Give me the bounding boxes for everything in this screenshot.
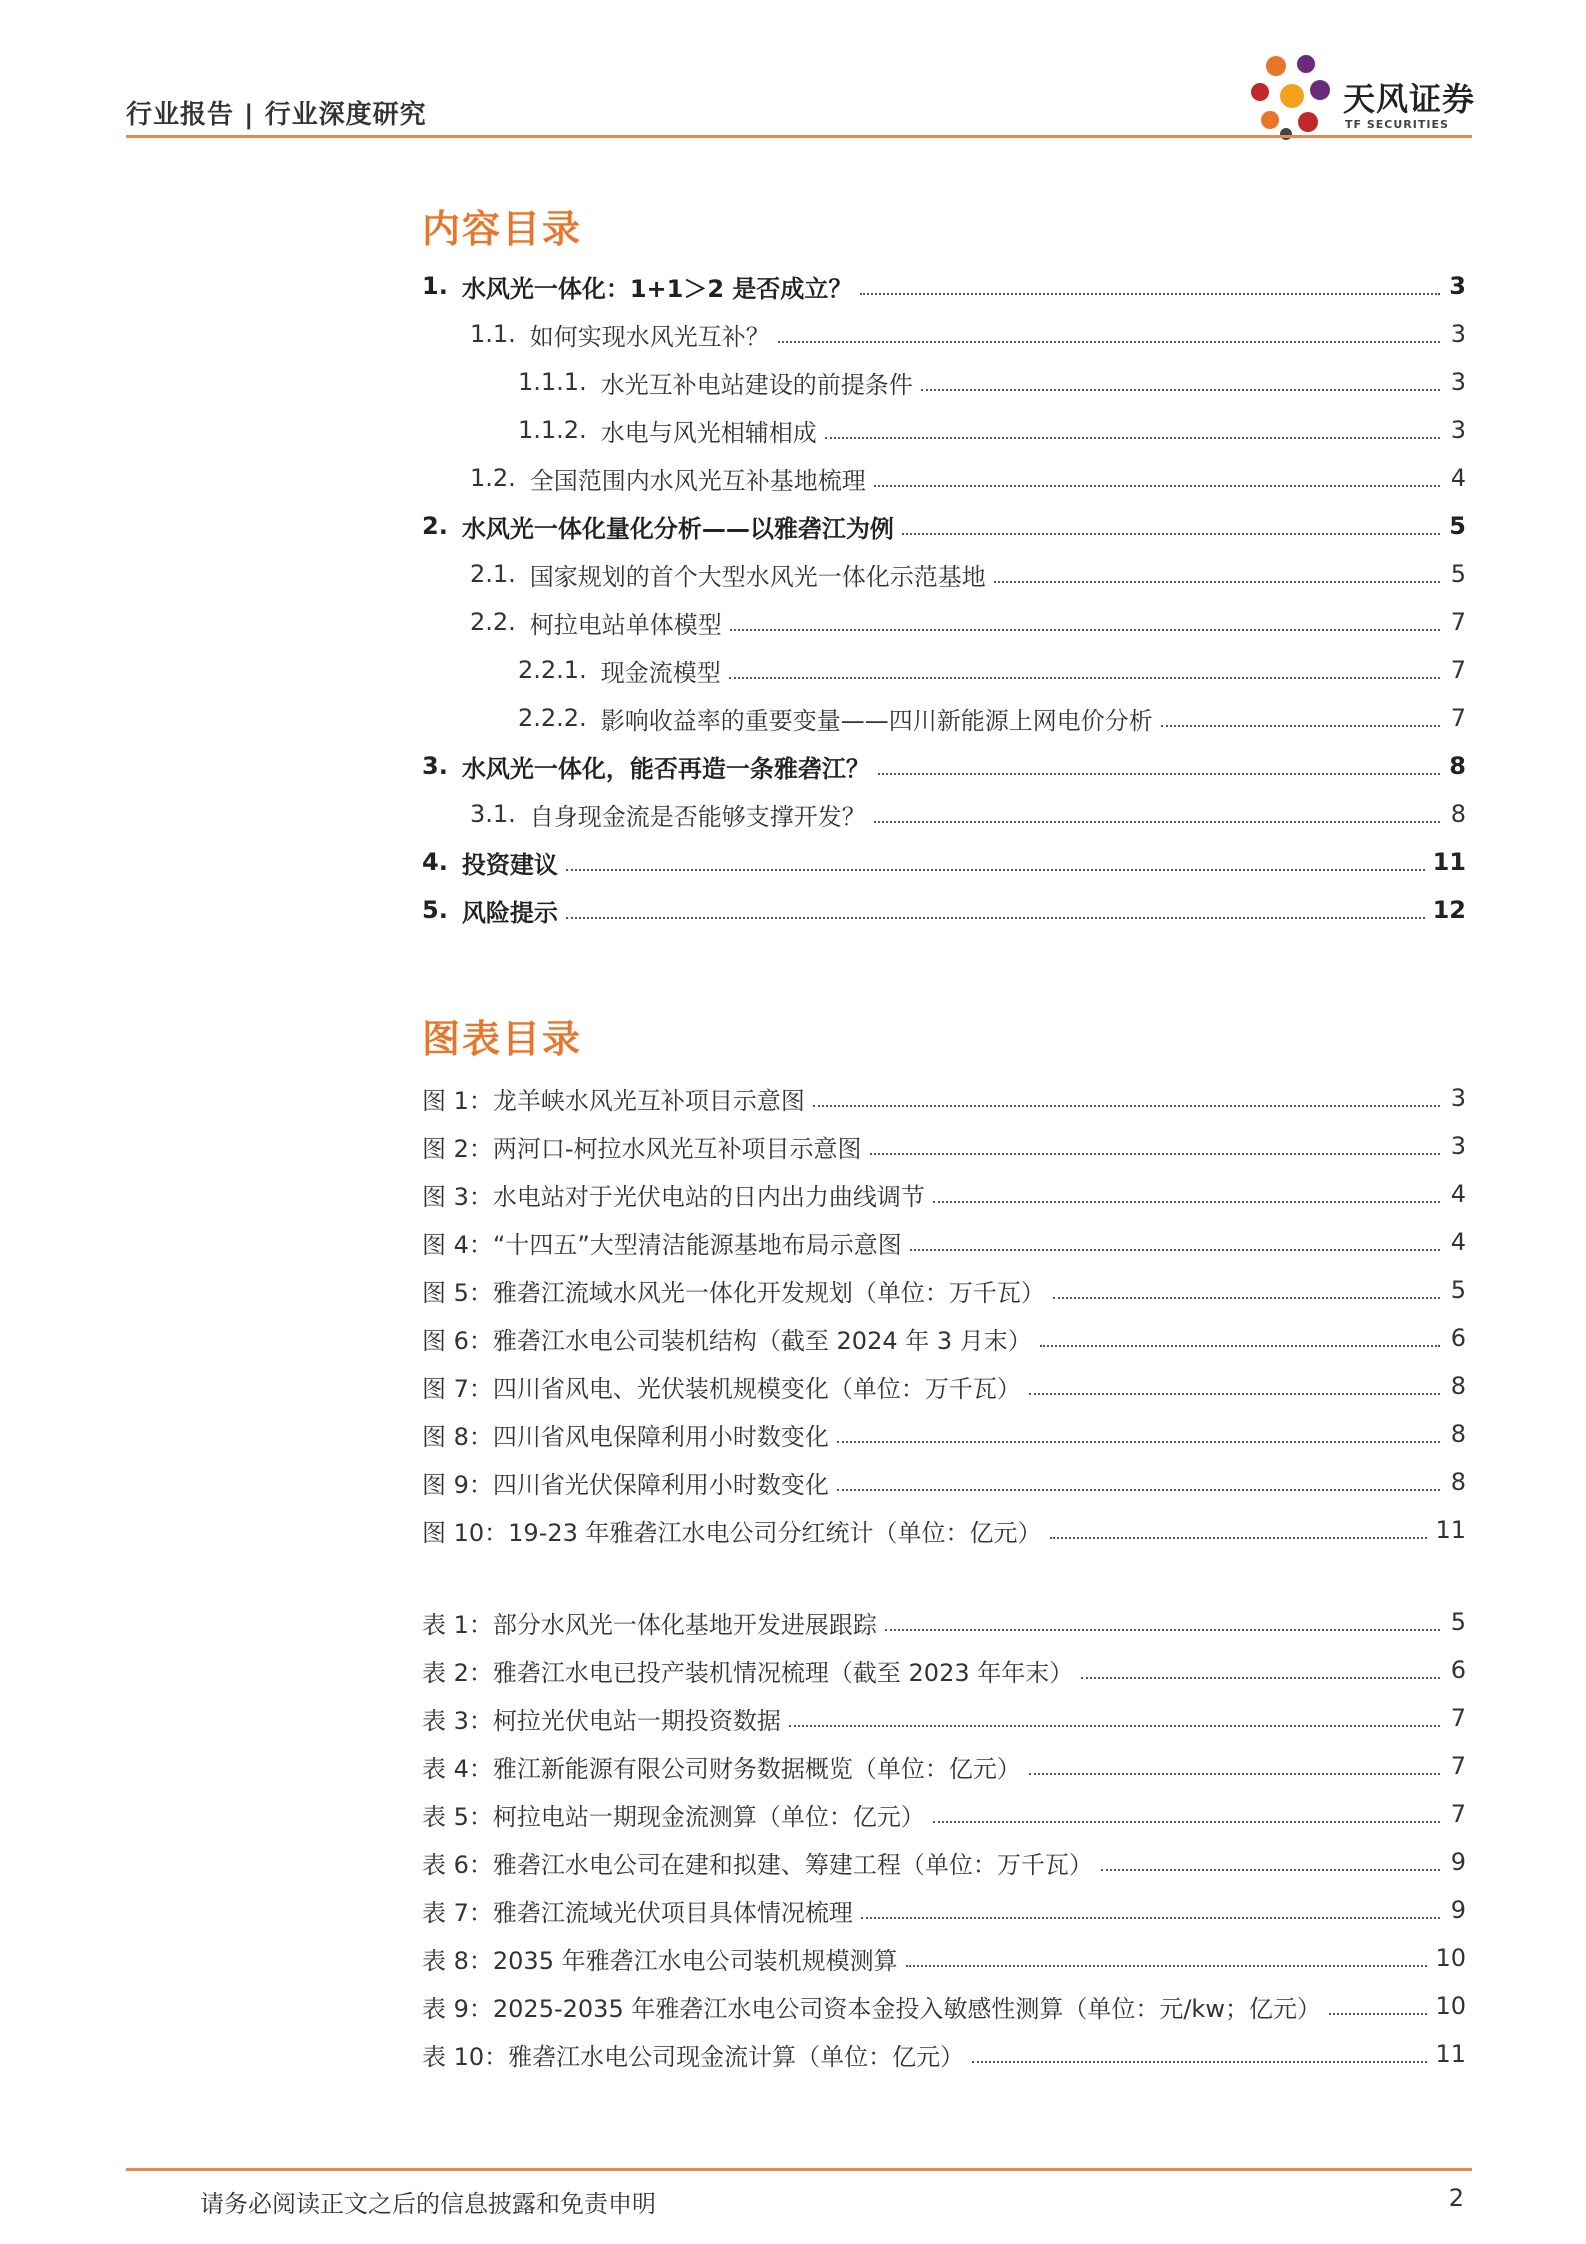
entry-page-number: 8 [1450,1420,1466,1448]
entry-page-number: 11 [1435,2040,1466,2068]
entry-page-number: 6 [1450,1324,1466,1352]
entry-title: 表 5：柯拉电站一期现金流测算（单位：亿元） [422,1802,925,1831]
list-entry[interactable] [422,1458,1466,1506]
toc-entry[interactable] [422,310,1466,358]
entry-number: 2.2.2. [518,704,587,732]
toc-entry[interactable] [422,358,1466,406]
figures-heading: 图表目录 [422,1017,583,1061]
entry-page-number: 12 [1432,896,1466,924]
dot-leader [566,869,1425,871]
toc-entry[interactable] [422,454,1466,502]
entry-title: 影响收益率的重要变量——四川新能源上网电价分析 [600,706,1153,735]
list-entry[interactable] [422,1598,1466,1646]
list-entry[interactable] [422,1838,1466,1886]
entry-page-number: 5 [1450,560,1466,588]
list-entry[interactable] [422,1218,1466,1266]
dot-leader [1101,1869,1440,1871]
entry-number: 1.1. [470,320,516,348]
entry-number: 3.1. [470,800,516,828]
dot-leader [1053,1297,1440,1299]
entry-page-number: 11 [1435,1516,1466,1544]
entry-page-number: 9 [1450,1896,1466,1924]
report-category: 行业报告 | 行业深度研究 [126,100,427,130]
entry-page-number: 8 [1450,800,1466,828]
dot-leader [1029,1393,1440,1395]
entry-number: 4. [422,848,448,876]
dot-leader [906,1965,1428,1967]
list-entry[interactable] [422,1410,1466,1458]
disclaimer-text: 请务必阅读正文之后的信息披露和免责申明 [200,2190,656,2218]
toc-entry[interactable] [422,790,1466,838]
dot-leader [789,1725,1440,1727]
list-entry[interactable] [422,2030,1466,2078]
entry-title: 图 7：四川省风电、光伏装机规模变化（单位：万千瓦） [422,1374,1021,1403]
list-entry[interactable] [422,1122,1466,1170]
toc-entry[interactable] [422,838,1466,886]
dot-leader [566,917,1425,919]
list-entry[interactable] [422,1170,1466,1218]
entry-title: 水风光一体化量化分析——以雅砻江为例 [461,514,894,543]
entry-page-number: 8 [1450,1468,1466,1496]
dot-leader [885,1629,1440,1631]
entry-title: 图 8：四川省风电保障利用小时数变化 [422,1422,829,1451]
entry-page-number: 9 [1450,1848,1466,1876]
contents-heading: 内容目录 [422,207,583,251]
entry-title: 表 3：柯拉光伏电站一期投资数据 [422,1706,781,1735]
dot-leader [994,581,1440,583]
dot-leader [878,773,1440,775]
dot-leader [837,1441,1440,1443]
list-entry[interactable] [422,1886,1466,1934]
entry-page-number: 5 [1450,1276,1466,1304]
list-entry[interactable] [422,1362,1466,1410]
list-entry[interactable] [422,1314,1466,1362]
entry-page-number: 7 [1450,608,1466,636]
list-entry[interactable] [422,1074,1466,1122]
entry-page-number: 11 [1432,848,1466,876]
entry-title: 全国范围内水风光互补基地梳理 [529,466,866,495]
entry-title: 表 10：雅砻江水电公司现金流计算（单位：亿元） [422,2042,965,2071]
toc-entry[interactable] [422,742,1466,790]
entry-title: 图 5：雅砻江流域水风光一体化开发规划（单位：万千瓦） [422,1278,1045,1307]
dot-leader [1161,725,1440,727]
contents-list [422,262,1466,934]
entry-number: 1. [422,272,448,300]
dot-leader [730,629,1440,631]
entry-number: 2.2. [470,608,516,636]
entry-page-number: 4 [1450,1228,1466,1256]
brand-subtitle: TF SECURITIES [1345,118,1449,131]
entry-page-number: 4 [1450,464,1466,492]
entry-page-number: 3 [1450,320,1466,348]
entry-page-number: 7 [1450,1752,1466,1780]
header-divider [126,135,1472,138]
entry-title: 图 1：龙羊峡水风光互补项目示意图 [422,1086,805,1115]
dot-leader [874,485,1440,487]
entry-page-number: 5 [1449,512,1466,540]
entry-title: 风险提示 [461,898,558,927]
entry-page-number: 3 [1450,1132,1466,1160]
entry-title: 表 6：雅砻江水电公司在建和拟建、筹建工程（单位：万千瓦） [422,1850,1093,1879]
list-entry[interactable] [422,1694,1466,1742]
entry-page-number: 8 [1450,1372,1466,1400]
toc-entry[interactable] [422,646,1466,694]
entry-page-number: 3 [1450,368,1466,396]
dot-leader [813,1105,1440,1107]
dot-leader [910,1249,1440,1251]
list-entry[interactable] [422,1506,1466,1554]
entry-page-number: 8 [1449,752,1466,780]
dot-leader [870,1153,1440,1155]
entry-title: 水电与风光相辅相成 [600,418,817,447]
entry-title: 自身现金流是否能够支撑开发？ [529,802,866,831]
entry-number: 1.1.2. [518,416,587,444]
toc-entry[interactable] [422,550,1466,598]
toc-entry[interactable] [422,886,1466,934]
entry-title: 水风光一体化：1+1＞2 是否成立？ [461,274,853,303]
dot-leader [825,437,1440,439]
entry-page-number: 7 [1450,656,1466,684]
toc-entry[interactable] [422,694,1466,742]
entry-title: 图 9：四川省光伏保障利用小时数变化 [422,1470,829,1499]
dot-leader [972,2061,1427,2063]
dot-leader [1050,1537,1428,1539]
list-entry[interactable] [422,1266,1466,1314]
entry-title: 表 1：部分水风光一体化基地开发进展跟踪 [422,1610,877,1639]
entry-page-number: 3 [1450,416,1466,444]
entry-number: 2.2.1. [518,656,587,684]
entry-title: 图 3：水电站对于光伏电站的日内出力曲线调节 [422,1182,925,1211]
entry-page-number: 10 [1435,1944,1466,1972]
entry-number: 2.1. [470,560,516,588]
entry-number: 2. [422,512,448,540]
list-entry[interactable] [422,1742,1466,1790]
entry-title: 投资建议 [461,850,558,879]
entry-title: 表 4：雅江新能源有限公司财务数据概览（单位：亿元） [422,1754,1021,1783]
list-entry[interactable] [422,1646,1466,1694]
entry-number: 1.2. [470,464,516,492]
toc-entry[interactable] [422,406,1466,454]
brand-logo [1248,52,1488,140]
entry-title: 水风光一体化，能否再造一条雅砻江？ [461,754,870,783]
list-entry[interactable] [422,1982,1466,2030]
page-number: 2 [1448,2184,1464,2212]
list-entry[interactable] [422,1934,1466,1982]
entry-page-number: 4 [1450,1180,1466,1208]
entry-title: 图 10：19-23 年雅砻江水电公司分红统计（单位：亿元） [422,1518,1042,1547]
footer-divider [126,2168,1472,2171]
dot-leader [933,1201,1440,1203]
dot-leader [861,1917,1440,1919]
toc-entry[interactable] [422,598,1466,646]
dot-leader [837,1489,1440,1491]
entry-page-number: 10 [1435,1992,1466,2020]
list-entry[interactable] [422,1790,1466,1838]
entry-title: 表 8：2035 年雅砻江水电公司装机规模测算 [422,1946,898,1975]
entry-title: 图 6：雅砻江水电公司装机结构（截至 2024 年 3 月末） [422,1326,1032,1355]
dot-leader [729,677,1440,679]
entry-title: 表 7：雅砻江流域光伏项目具体情况梳理 [422,1898,853,1927]
toc-entry[interactable] [422,262,1466,310]
entry-number: 5. [422,896,448,924]
dot-leader [1029,1773,1440,1775]
dot-leader [1040,1345,1440,1347]
dot-leader [1329,2013,1427,2015]
flower-logo-icon [1248,52,1338,140]
entry-title: 图 2：两河口-柯拉水风光互补项目示意图 [422,1134,862,1163]
dot-leader [860,293,1440,295]
entry-title: 现金流模型 [600,658,721,687]
entry-page-number: 7 [1450,1704,1466,1732]
entry-page-number: 7 [1450,1800,1466,1828]
entry-title: 表 2：雅砻江水电已投产装机情况梳理（截至 2023 年年末） [422,1658,1074,1687]
entry-title: 表 9：2025-2035 年雅砻江水电公司资本金投入敏感性测算（单位：元/kw；亿元） [422,1994,1321,2023]
entry-page-number: 7 [1450,704,1466,732]
entry-title: 水光互补电站建设的前提条件 [600,370,913,399]
figures-list [422,1074,1466,1554]
toc-entry[interactable] [422,502,1466,550]
dot-leader [933,1821,1440,1823]
entry-title: 图 4：“十四五”大型清洁能源基地布局示意图 [422,1230,902,1259]
entry-title: 如何实现水风光互补？ [529,322,770,351]
tables-list [422,1598,1466,2078]
entry-title: 柯拉电站单体模型 [529,610,722,639]
dot-leader [921,389,1440,391]
entry-number: 3. [422,752,448,780]
entry-page-number: 3 [1450,1084,1466,1112]
dot-leader [902,533,1440,535]
dot-leader [1081,1677,1440,1679]
entry-page-number: 5 [1450,1608,1466,1636]
entry-page-number: 6 [1450,1656,1466,1684]
entry-title: 国家规划的首个大型水风光一体化示范基地 [529,562,986,591]
dot-leader [874,821,1440,823]
brand-name: 天风证券 [1343,80,1476,118]
entry-page-number: 3 [1449,272,1466,300]
dot-leader [778,341,1440,343]
entry-number: 1.1.1. [518,368,587,396]
